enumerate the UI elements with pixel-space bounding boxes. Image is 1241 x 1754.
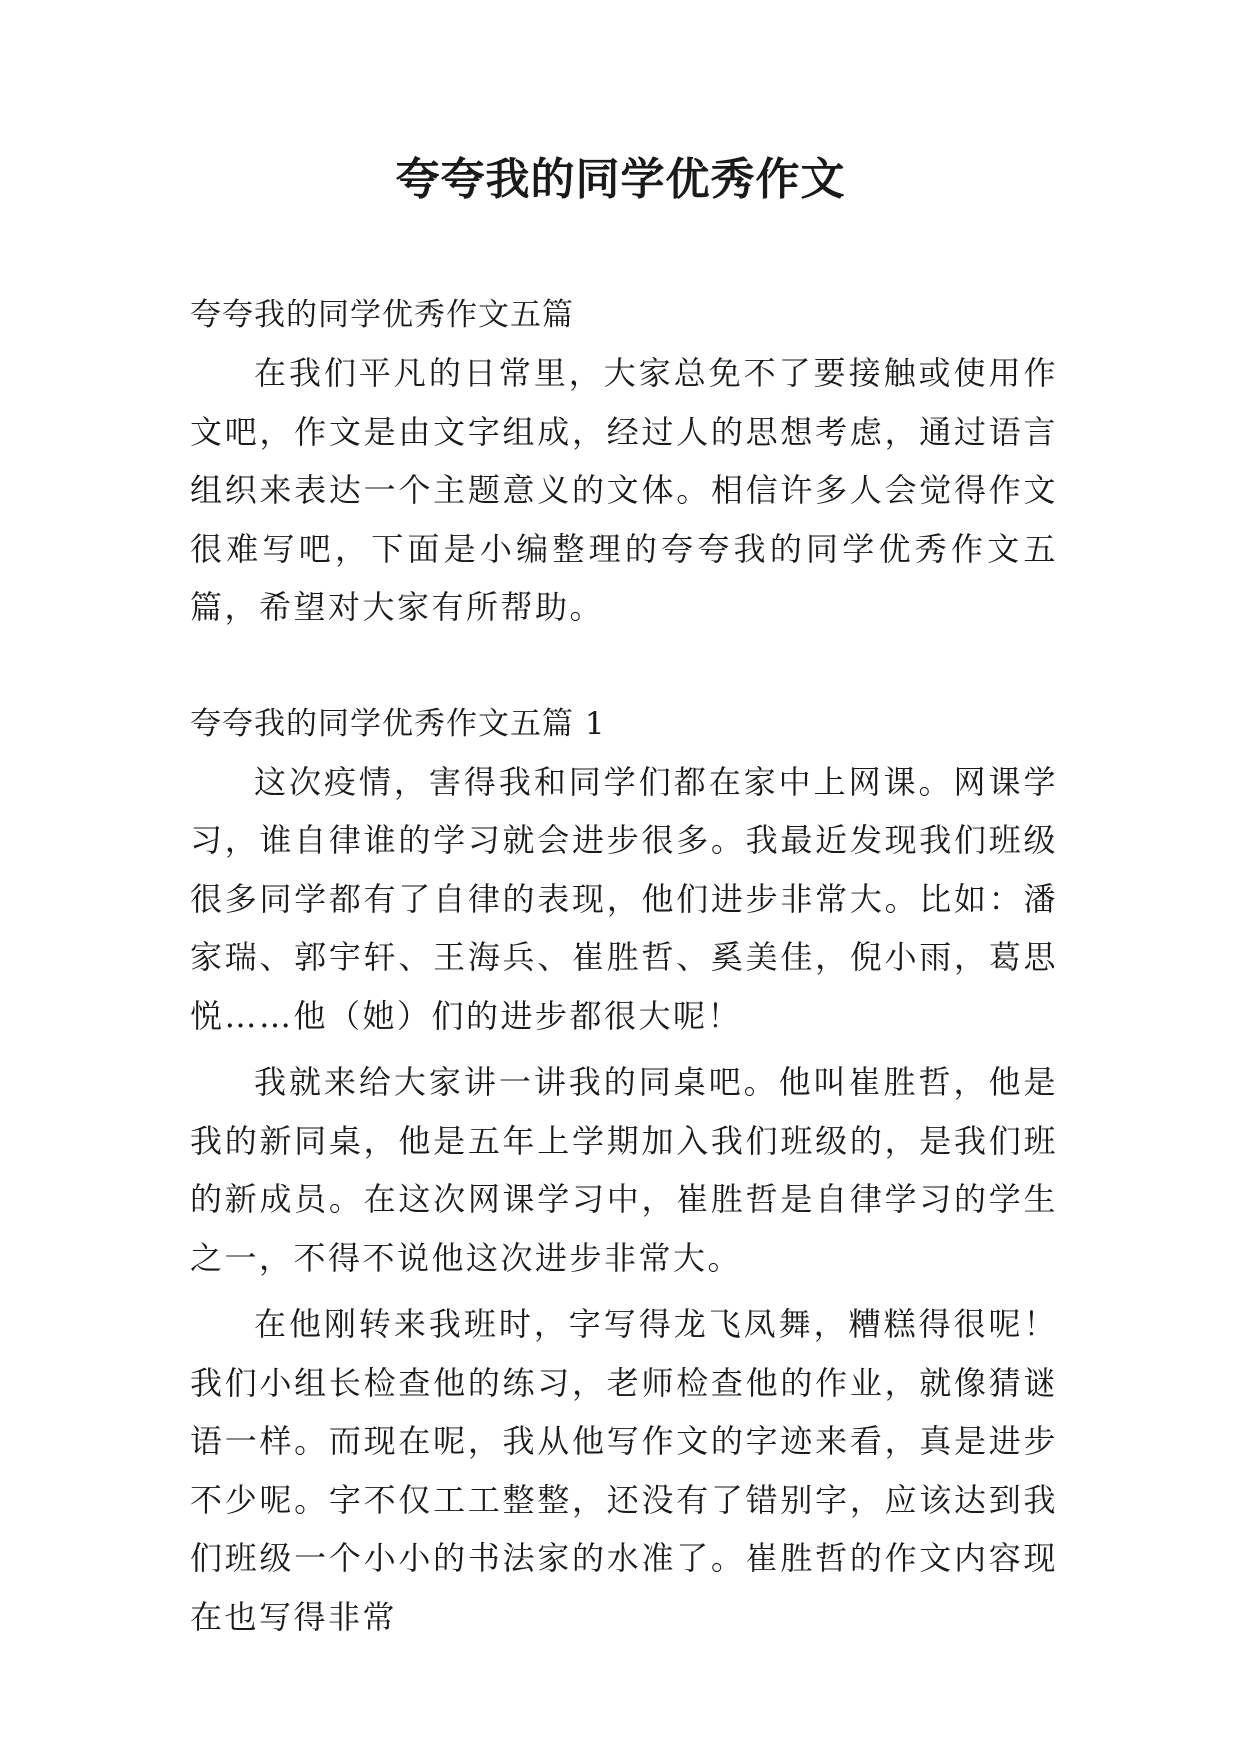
body-paragraph: 这次疫情，害得我和同学们都在家中上网课。网课学习，谁自律谁的学习就会进步很多。我最近发现我们班级很多同学都有了自律的表现，他们进步非常大。比如：潘家瑞、郭宇轩、王海兵、崔胜哲、奚美佳，倪小雨，葛思悦……他（她）们的进步都很大呢！ xyxy=(190,762,1058,1035)
body-paragraph: 在他刚转来我班时，字写得龙飞凤舞，糟糕得很呢！我们小组长检查他的练习，老师检查他的作业，就像猜谜语一样。而现在呢，我从他写作文的字迹来看，真是进步不少呢。字不仅工工整整，还没有了错别字，应该达到我们班级一个小小的书法家的水准了。崔胜哲的作文内容现在也写得非常 xyxy=(190,1305,1058,1636)
document-subtitle: 夸夸我的同学优秀作文五篇 xyxy=(190,297,574,333)
paragraph-spacer xyxy=(190,1287,1058,1295)
section-heading: 夸夸我的同学优秀作文五篇 1 xyxy=(190,705,606,742)
intro-paragraph: 在我们平凡的日常里，大家总免不了要接触或使用作文吧，作文是由文字组成，经过人的思想考虑，通过语言组织来表达一个主题意义的文体。相信许多人会觉得作文很难写吧，下面是小编整理的夸夸我的同学优秀作文五篇，希望对大家有所帮助。 xyxy=(190,354,1058,626)
body-paragraph: 我就来给大家讲一讲我的同桌吧。他叫崔胜哲，他是我的新同桌，他是五年上学期加入我们班级的，是我们班的新成员。在这次网课学习中，崔胜哲是自律学习的学生之一，不得不说他这次进步非常大。 xyxy=(190,1063,1058,1277)
document-body xyxy=(190,286,1058,1646)
paragraph-spacer xyxy=(190,1045,1058,1053)
section-spacer xyxy=(190,637,1058,695)
document-title: 夸夸我的同学优秀作文 xyxy=(395,154,846,205)
